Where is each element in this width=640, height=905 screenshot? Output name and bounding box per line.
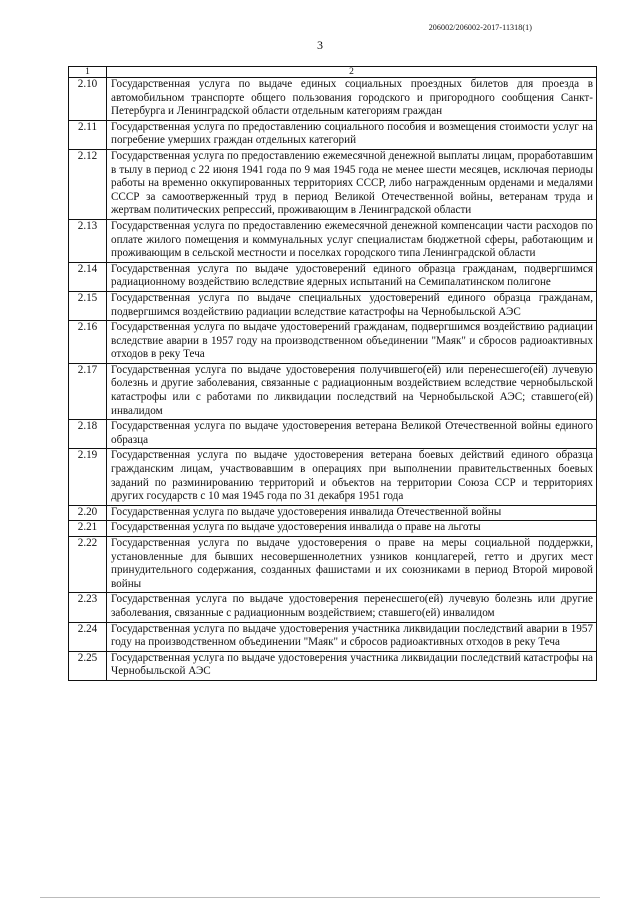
- table-row: [69, 291, 597, 320]
- table-row: [69, 78, 597, 121]
- service-description: Государственная услуга по выдаче удостоверения инвалида о праве на льготы: [107, 521, 597, 537]
- row-number: 2.16: [69, 321, 107, 364]
- row-number: 2.20: [69, 505, 107, 521]
- table-row: [69, 363, 597, 419]
- table-row: [69, 219, 597, 262]
- row-number: 2.23: [69, 593, 107, 622]
- table-header-row: [69, 67, 597, 78]
- row-number: 2.25: [69, 651, 107, 680]
- service-description: Государственная услуга по выдаче удостоверения ветерана боевых действий единого образца гражданским лицам, участвовавшим в операциях при выполнении правительственных боевых заданий по разминированию территорий и объектов на территории Союза ССР и территориях других государств с 10 мая 1945 года по 31 декабря 1951 года: [107, 449, 597, 505]
- service-description: Государственная услуга по предоставлению ежемесячной денежной компенсации части расходов по оплате жилого помещения и коммунальных услуг специалистам бюджетной сферы, работающим и проживающим в сельской местности и поселках городского типа Ленинградской области: [107, 219, 597, 262]
- table-row: [69, 149, 597, 219]
- row-number: 2.13: [69, 219, 107, 262]
- row-number: 2.21: [69, 521, 107, 537]
- row-number: 2.11: [69, 120, 107, 149]
- service-description: Государственная услуга по предоставлению ежемесячной денежной выплаты лицам, проработавшим в тылу в период с 22 июня 1941 года по 9 мая 1945 года не менее шести месяцев, исключая периоды работы на временно оккупированных территориях СССР, либо награжденным орденами и медалями СССР за самоотверженный труд в период Великой Отечественной войны, ветеранам труда и жертвам политических репрессий, проживающим в Ленинградской области: [107, 149, 597, 219]
- bottom-edge-line: [40, 897, 600, 898]
- service-description: Государственная услуга по выдаче удостоверений единого образца гражданам, подвергшимся радиационному воздействию вследствие ядерных испытаний на Семипалатинском полигоне: [107, 262, 597, 291]
- page-number: 3: [317, 38, 323, 52]
- service-description: Государственная услуга по выдаче удостоверения ветерана Великой Отечественной войны единого образца: [107, 420, 597, 449]
- service-description: Государственная услуга по выдаче удостоверения инвалида Отечественной войны: [107, 505, 597, 521]
- row-number: 2.24: [69, 622, 107, 651]
- row-number: 2.12: [69, 149, 107, 219]
- document-number: 206002/206002-2017-11318(1): [428, 23, 532, 32]
- table-row: [69, 521, 597, 537]
- table-row: [69, 120, 597, 149]
- table-row: [69, 537, 597, 593]
- service-description: Государственная услуга по выдаче единых социальных проездных билетов для проезда в автомобильном транспорте общего пользования городского и пригородного сообщения Санкт-Петербурга и Ленинградской области отдельным категориям граждан: [107, 78, 597, 121]
- table-row: [69, 449, 597, 505]
- services-table: [68, 66, 597, 681]
- service-description: Государственная услуга по выдаче удостоверения участника ликвидации последствий катастрофы на Чернобыльской АЭС: [107, 651, 597, 680]
- service-description: Государственная услуга по выдаче удостоверения участника ликвидации последствий аварии в 1957 году на производственном объединении "Маяк" и сбросов радиоактивных отходов в реку Теча: [107, 622, 597, 651]
- service-description: Государственная услуга по выдаче удостоверения получившего(ей) или перенесшего(ей) лучевую болезнь и другие заболевания, связанные с радиационным воздействием вследствие чернобыльской катастрофы или с работами по ликвидации последствий на Чернобыльской АЭС; ставшего(ей) инвалидом: [107, 363, 597, 419]
- service-description: Государственная услуга по предоставлению социального пособия и возмещения стоимости услуг на погребение умерших граждан отдельных категорий: [107, 120, 597, 149]
- service-description: Государственная услуга по выдаче удостоверений гражданам, подвергшимся воздействию радиации вследствие аварии в 1957 году на производственном объединении "Маяк" и сбросов радиоактивных отходов в реку Теча: [107, 321, 597, 364]
- table-row: [69, 262, 597, 291]
- service-description: Государственная услуга по выдаче специальных удостоверений единого образца гражданам, подвергшимся воздействию радиации вследствие катастрофы на Чернобыльской АЭС: [107, 291, 597, 320]
- column-header-service: 2: [107, 67, 597, 78]
- service-description: Государственная услуга по выдаче удостоверения перенесшего(ей) лучевую болезнь или другие заболевания, связанные с радиационным воздействием; ставшего(ей) инвалидом: [107, 593, 597, 622]
- row-number: 2.17: [69, 363, 107, 419]
- table-row: [69, 651, 597, 680]
- row-number: 2.15: [69, 291, 107, 320]
- row-number: 2.18: [69, 420, 107, 449]
- column-header-number: 1: [69, 67, 107, 78]
- table-row: [69, 420, 597, 449]
- table-row: [69, 505, 597, 521]
- table-row: [69, 622, 597, 651]
- row-number: 2.22: [69, 537, 107, 593]
- table-row: [69, 321, 597, 364]
- row-number: 2.19: [69, 449, 107, 505]
- row-number: 2.10: [69, 78, 107, 121]
- row-number: 2.14: [69, 262, 107, 291]
- table-row: [69, 593, 597, 622]
- service-description: Государственная услуга по выдаче удостоверения о праве на меры социальной поддержки, установленные для бывших несовершеннолетних узников концлагерей, гетто и других мест принудительного содержания, созданных фашистами и их союзниками в период Второй мировой войны: [107, 537, 597, 593]
